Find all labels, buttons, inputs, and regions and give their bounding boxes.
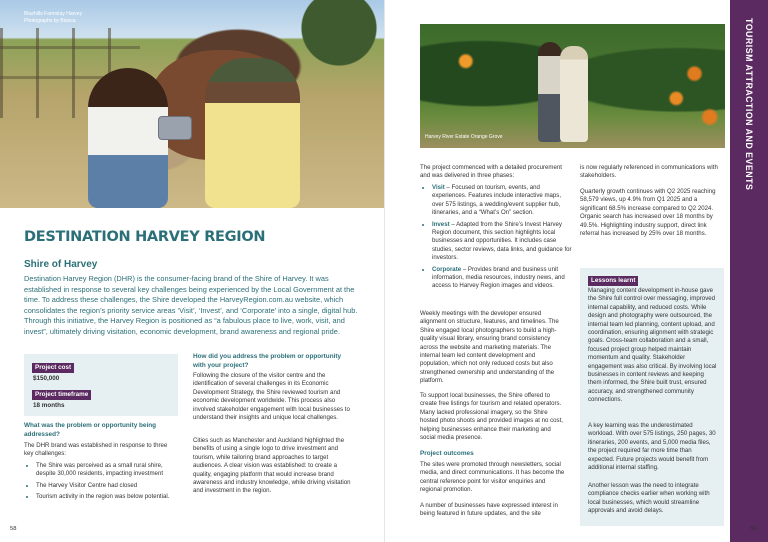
project-cost-value: $150,000 — [33, 375, 60, 382]
page-number: 58 — [10, 526, 17, 532]
person-shape — [538, 42, 562, 142]
list-item — [432, 184, 572, 218]
phase-name: Invest — [432, 220, 450, 228]
problem-text: The DHR brand was established in response to three key challenges: — [24, 442, 168, 458]
lessons-label: Lessons learnt — [588, 276, 638, 286]
growth-paragraph: Quarterly growth continues with Q2 2025 reaching 58,579 views, up 4.9% from Q1 2025 and a significant 68.5% increase compared to Q2 2024. Organic search has increased over 18 months by 49.5%. Highlighting industry support, direct link referral has increased by 25% over 18 months. — [580, 188, 716, 238]
list-item — [432, 266, 572, 291]
outcomes-paragraph-1: The sites were promoted through newsletters, social media, and direct communications. It has become the central reference point for visitor enquiries and regional promotion. — [420, 461, 565, 494]
photo-caption: Harvey River Estate Orange Grove — [425, 134, 503, 140]
list-item: • The Shire was perceived as a small rural shire, despite 30,000 residents, impacting investment — [36, 462, 178, 479]
phases-intro: The project commenced with a detailed procurement and was delivered in three phases: — [420, 164, 562, 180]
photo-caption — [24, 11, 82, 25]
lessons-paragraph-2: A key learning was the underestimated workload. With over 575 listings, 250 pages, 30 itineraries, 200 events, and 5,000 media files, the project required far more time than expected. Future projects would benefit from additional internal staffing. — [588, 422, 716, 472]
growth-intro: is now regularly referenced in communications with stakeholders. — [580, 164, 718, 180]
section-title: TOURISM ATTRACTION AND EVENTS — [744, 18, 754, 191]
lessons-paragraph-1: Managing content development in-house gave the Shire full control over messaging, improved internal capability, and reduced costs. While design and photography were outsourced, the internal team led planning, content upload, and coordination, ensuring alignment with strategic goals. Cross-team collaboration and a small, focused project group helped maintain momentum and quality. Stakeholder engagement was also critical. By involving local businesses in content reviews and keeping them informed, the Shire built trust, ensured accuracy, and strengthened community connections. — [588, 287, 717, 404]
phase-text: – Adapted from the Shire’s Invest Harvey Region document, this section highlights local businesses and opportunities. It includes case studies, sector reviews, data links, and guidance for investors. — [432, 220, 572, 262]
development-paragraph: Weekly meetings with the developer ensured alignment on structure, features, and timelines. The Shire engaged local photographers to build a high-quality visual library, ensuring brand consistency across the website and marketing materials. The internal team led content development and population, which not only reduced costs but also strengthened ownership and understanding of the platform. — [420, 310, 559, 385]
outcomes-paragraph-2: A number of businesses have expressed interest in being featured in future updates, and the site — [420, 502, 558, 518]
person-left-shape — [88, 68, 168, 208]
subtitle: Shire of Harvey — [24, 259, 98, 270]
project-timeframe-value: 18 months — [33, 402, 65, 409]
outcomes-heading: Project outcomes — [420, 450, 474, 457]
phase-text: – Provides brand and business unit information, media resources, industry news, and access to Harvey Region images and videos. — [432, 265, 565, 290]
project-timeframe-label: Project timeframe — [32, 390, 91, 400]
lessons-paragraph-3: Another lesson was the need to integrate compliance checks earlier when working with local businesses, which would streamline approvals and avoid delays. — [588, 482, 710, 515]
tree-shape — [294, 0, 384, 70]
project-info-box — [24, 354, 178, 416]
local-business-paragraph: To support local businesses, the Shire offered to create free listings for tourism and related operators. Many lacked professional imagery, so the Shire hosted photo shoots and provided images at no cost, helping businesses enhance their marketing and social media presence. — [420, 392, 563, 442]
lessons-box — [580, 268, 724, 526]
project-cost-label: Project cost — [32, 363, 74, 373]
person-right-shape — [205, 58, 300, 208]
problem-heading: What was the problem or opportunity being addressed? — [24, 422, 157, 438]
approach-paragraph-2: Cities such as Manchester and Auckland highlighted the benefits of using a single logo to drive investment and tourism, while tailoring brand approaches to target audiences. A clear vision was established: to create a quality, engaging platform that would increase brand awareness and industry knowledge, while driving visitation and investment in the region. — [193, 437, 351, 495]
list-item — [432, 221, 572, 263]
approach-paragraph-1: Following the closure of the visitor centre and the identification of several challenges in its Economic Development Strategy, the Shire reviewed tourism and economic development worldwide. This process also involved stakeholder engagement with local businesses to understand their insights and unique local challenges. — [193, 372, 350, 422]
page-number: 59 — [750, 526, 757, 532]
phase-name: Visit — [432, 184, 445, 191]
page-title: DESTINATION HARVEY REGION — [24, 229, 266, 245]
orange-grove-photo — [420, 24, 725, 148]
intro-paragraph: Destination Harvey Region (DHR) is the consumer-facing brand of the Shire of Harvey. It was established in response to several key challenges being experienced by the Local Government at the time. To address these challenges, the Shire developed the HarveyRegion.com.au website, which consolidates the region’s priority service areas ‘Visit’, ‘Invest’, and ‘Corporate’ into a single, digital hub. Through this initiative, the Harvey Region is positioned as “a fabulous place to live, work, visit, and invest”, ultimately driving visitation, economic development, brand awareness and regional pride. — [24, 274, 358, 336]
person-shape — [560, 46, 588, 142]
phase-text: – Focused on tourism, events, and experiences. Features include interactive maps, over 575 listings, a wedding/event supplier hub, itineraries, and a “What’s On” section. — [432, 184, 562, 217]
photo-caption-line: Bluehills Farmstay Harvey — [24, 11, 83, 17]
phases-list — [420, 184, 572, 294]
section-sidebar — [730, 0, 768, 542]
problem-bullet-list — [24, 462, 178, 505]
list-item: • The Harvey Visitor Centre had closed — [36, 482, 178, 490]
farmstay-photo — [0, 0, 384, 208]
photo-caption-line: Photographs by Bianca — [24, 18, 76, 24]
list-item: • Tourism activity in the region was below potential. — [36, 493, 178, 501]
phase-name: Corporate — [432, 265, 462, 273]
approach-heading: How did you address the problem or opportunity with your project? — [193, 353, 342, 369]
phone-shape — [158, 116, 192, 140]
